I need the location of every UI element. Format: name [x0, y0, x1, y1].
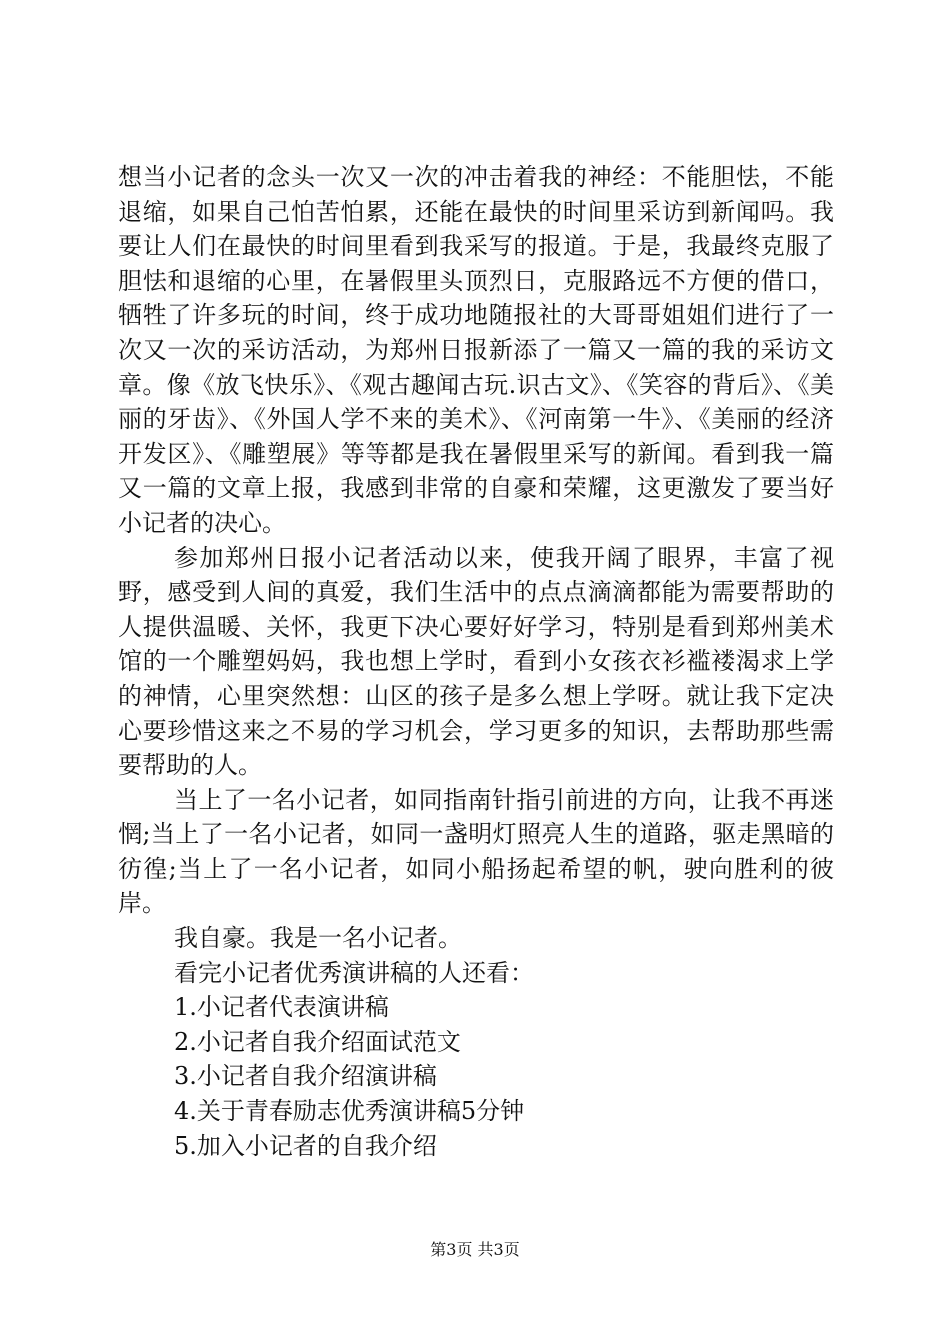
- related-item-4: 4.关于青春励志优秀演讲稿5分钟: [174, 1097, 525, 1126]
- related-item-5: 5.加入小记者的自我介绍: [174, 1131, 437, 1160]
- document-body: [118, 160, 834, 1163]
- paragraph-1: 想当小记者的念头一次又一次的冲击着我的神经：不能胆怯，不能退缩，如果自己怕苦怕累，还能在最快的时间里采访到新闻吗。我要让人们在最快的时间里看到我采写的报道。于是，我最终克服了胆怯和退缩的心里，在暑假里头顶烈日，克服路远不方便的借口，牺牲了许多玩的时间，终于成功地随报社的大哥哥姐姐们进行了一次又一次的采访活动，为郑州日报新添了一篇又一篇的我的采访文章。像《放飞快乐》、《观古趣闻古玩.识古文》、《笑容的背后》、《美丽的牙齿》、《外国人学不来的美术》、《河南第一牛》、《美丽的经济开发区》、《雕塑展》等等都是我在暑假里采写的新闻。看到我一篇又一篇的文章上报，我感到非常的自豪和荣耀，这更激发了要当好小记者的决心。: [118, 163, 834, 537]
- closing-line: 我自豪。我是一名小记者。: [174, 924, 462, 953]
- paragraph-2: 参加郑州日报小记者活动以来，使我开阔了眼界，丰富了视野，感受到人间的真爱，我们生活中的点点滴滴都能为需要帮助的人提供温暖、关怀，我更下决心要好好学习，特别是看到郑州美术馆的一个雕塑妈妈，我也想上学时，看到小女孩衣衫褴褛渴求上学的神情，心里突然想：山区的孩子是多么想上学呀。就让我下定决心要珍惜这来之不易的学习机会，学习更多的知识，去帮助那些需要帮助的人。: [118, 543, 834, 780]
- related-heading: 看完小记者优秀演讲稿的人还看：: [174, 958, 534, 987]
- related-item-3: 3.小记者自我介绍演讲稿: [174, 1062, 437, 1091]
- page-footer: 第3页 共3页: [430, 1240, 520, 1259]
- related-item-2: 2.小记者自我介绍面试范文: [174, 1027, 461, 1056]
- paragraph-3: 当上了一名小记者，如同指南针指引前进的方向，让我不再迷惘;当上了一名小记者，如同一盏明灯照亮人生的道路，驱走黑暗的彷徨;当上了一名小记者，如同小船扬起希望的帆，驶向胜利的彼岸。: [118, 785, 834, 918]
- related-item-1: 1.小记者代表演讲稿: [174, 993, 389, 1022]
